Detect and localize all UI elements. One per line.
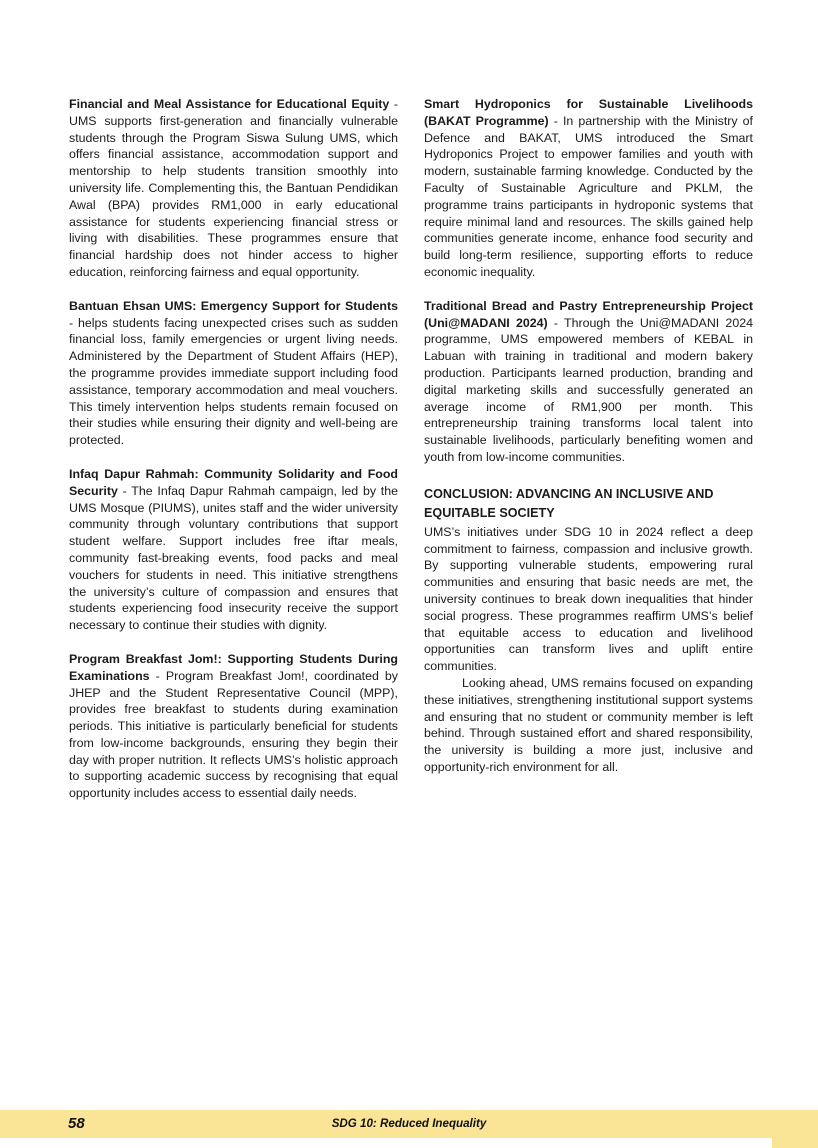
section-body: - helps students facing unexpected crises such as sudden financial loss, family emergencies or urgent living needs. Administered by the Department of Student Affairs (HEP), the programme provides immediate support including food assistance, temporary accommodation and meal vouchers. This timely intervention helps students remain focused on their studies while ensuring their dignity and well-being are protected. [69, 315, 398, 448]
conclusion-title: CONCLUSION: ADVANCING AN INCLUSIVE AND EQUITABLE SOCIETY [424, 486, 714, 520]
footer-band [0, 1110, 818, 1138]
section-body: - Program Breakfast Jom!, coordinated by JHEP and the Student Representative Council (MPP), provides free breakfast to students during examination periods. This initiative is particularly beneficial for students from low-income backgrounds, ensuring they begin their day with proper nutrition. It reflects UMS’s holistic approach to supporting academic success by recognising that equal opportunity includes access to essential daily needs. [69, 668, 398, 801]
section-body: - UMS supports first-generation and financially vulnerable students through the Program Siswa Sulung UMS, which offers financial assistance, accommodation support and mentorship to help students transition smoothly into university life. Complementing this, the Bantuan Pendidikan Awal (BPA) provides RM1,000 in early educational assistance for students experiencing financial stress or living with disabilities. These programmes ensure that financial hardship does not hinder access to higher education, reinforcing fairness and equal opportunity. [69, 97, 398, 279]
conclusion-paragraph: Looking ahead, UMS remains focused on expanding these initiatives, strengthening institutional support systems and ensuring that no student or community member is left behind. Through sustained effort and shared responsibility, the university is building a more just, inclusive and opportunity-rich environment for all. [424, 675, 753, 774]
footer-corner-accent [772, 1110, 818, 1148]
two-column-layout [69, 96, 753, 819]
section-bantuan-ehsan [69, 298, 398, 449]
section-heading: Bantuan Ehsan UMS: Emergency Support for Students [69, 298, 398, 313]
section-infaq-dapur-rahmah [69, 466, 398, 634]
section-heading: Traditional Bread and Pastry Entrepreneurship Project (Uni@MADANI 2024) [424, 298, 753, 330]
section-smart-hydroponics [424, 96, 753, 281]
section-body: - In partnership with the Ministry of Defence and BAKAT, UMS introduced the Smart Hydroponics Project to empower families and youth with modern, sustainable farming knowledge. Conducted by the Faculty of Sustainable Agriculture and PKLM, the programme trains participants in hydroponic systems that require minimal land and resources. The skills gained help communities generate income, enhance food security and build long-term resilience, supporting efforts to reduce economic inequality. [424, 113, 754, 279]
section-financial-meal-assistance [69, 96, 398, 281]
footer-section-label: SDG 10: Reduced Inequality [331, 1117, 487, 1130]
page-number: 58 [68, 1115, 85, 1132]
section-heading: Infaq Dapur Rahmah: Community Solidarity and Food Security [69, 466, 398, 498]
section-heading: Program Breakfast Jom!: Supporting Students During Examinations [69, 651, 398, 683]
section-heading: Smart Hydroponics for Sustainable Livelihoods (BAKAT Programme) [424, 97, 753, 128]
section-bread-pastry-project [424, 298, 753, 466]
section-body: - Through the Uni@MADANI 2024 programme, UMS empowered members of KEBAL in Labuan with training in traditional and modern bakery production. Participants learned production, branding and digital marketing skills and successfully generated an average income of RM1,900 per month. This entrepreneurship training transforms local talent into sustainable livelihoods, particularly benefiting women and youth from low-income communities. [424, 315, 753, 464]
conclusion-paragraph: UMS’s initiatives under SDG 10 in 2024 reflect a deep commitment to fairness, compassion and inclusive growth. By supporting vulnerable students, empowering rural communities and ensuring that basic needs are met, the university continues to break down inequalities that hinder social progress. These programmes reaffirm UMS’s belief that equitable access to education and livelihood opportunities can transform lives and uplift entire communities. [424, 524, 753, 674]
section-body: - The Infaq Dapur Rahmah campaign, led by the UMS Mosque (PIUMS), unites staff and the wider university community through voluntary contributions that support student welfare. Support includes free iftar meals, community fast-breaking events, food packs and meal vouchers for students in need. This initiative strengthens the university’s culture of compassion and ensures that students experiencing food insecurity receive the support necessary to continue their studies with dignity. [69, 483, 398, 633]
section-program-breakfast-jom [69, 651, 398, 802]
left-column [69, 96, 398, 819]
right-column [424, 96, 753, 819]
section-heading: Financial and Meal Assistance for Educational Equity [69, 97, 390, 111]
